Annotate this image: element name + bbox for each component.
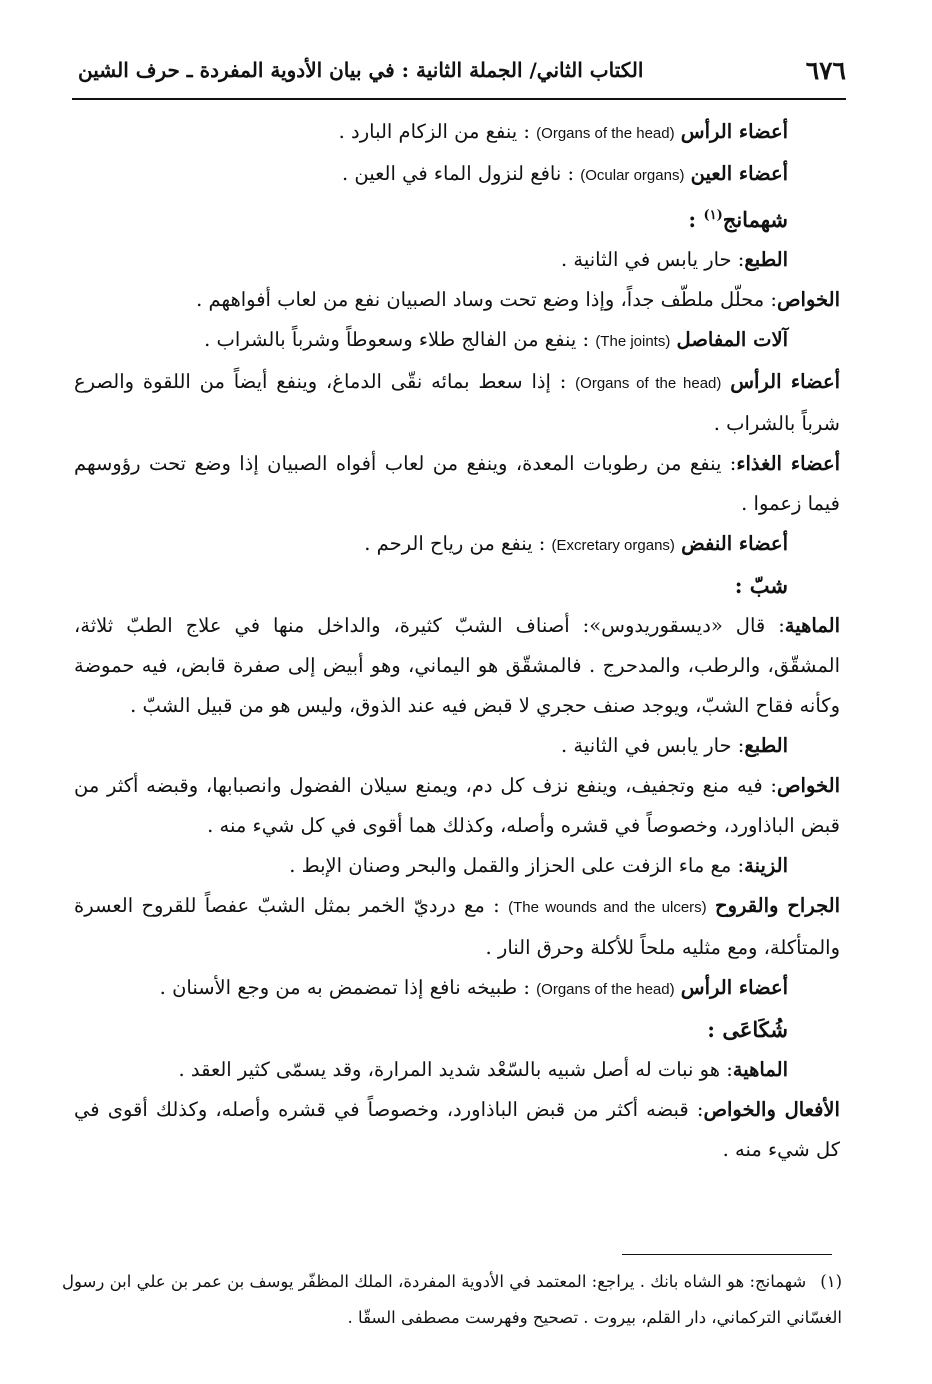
footnote: [62, 1264, 842, 1336]
header-rule: [72, 98, 846, 100]
footnote-rule: [622, 1254, 832, 1255]
drug-name: شهمانج: [722, 207, 788, 232]
entry-label: الطبع: [744, 734, 788, 757]
entry-paragraph: [74, 726, 840, 766]
entry-paragraph: [74, 846, 840, 886]
entry-text: : ينفع من الفالج طلاء وسعوطاً وشرباً بالشراب .: [204, 328, 590, 351]
entry-paragraph: [74, 444, 840, 524]
entry-latin: (Organs of the head): [536, 125, 675, 142]
entry-text: : فيه منع وتجفيف، وينفع نزف كل دم، ويمنع سيلان الفضول وانصبابها، وقبضه أكثر من قبض الباذاورد، وخصوصاً في قشره وأصله، وكذلك هما أقوى في كل شيء منه .: [74, 774, 840, 837]
entry-paragraph: [74, 154, 840, 196]
entry-paragraph: [74, 606, 840, 726]
drug-name: شبّ: [749, 573, 788, 598]
entry-label: الماهية: [784, 614, 840, 637]
entry-label: أعضاء الرأس: [730, 370, 841, 393]
entry-text: : إذا سعط بمائه نقّى الدماغ، وينفع أيضاً من اللقوة والصرع شرباً بالشراب .: [74, 370, 840, 435]
drug-name: شُكَاعَى: [722, 1017, 788, 1042]
entry-label: أعضاء النفض: [681, 532, 788, 555]
entry-text: : قبضه أكثر من قبض الباذاورد، وخصوصاً في قشره وأصله، وكذلك أقوى في كل شيء منه .: [74, 1098, 840, 1161]
entry-paragraph: [74, 1090, 840, 1170]
entry-label: أعضاء العين: [690, 162, 788, 185]
entry-label: آلات المفاصل: [676, 328, 788, 351]
entry-label: الطبع: [744, 248, 788, 271]
entry-latin: (The wounds and the ulcers): [508, 899, 707, 916]
entry-label: الأفعال والخواص: [703, 1098, 840, 1121]
entry-paragraph: [74, 362, 840, 444]
entry-text: : حار يابس في الثانية .: [561, 734, 745, 757]
page-header: [72, 50, 846, 94]
entry-text: : ينفع من رطوبات المعدة، وينفع من لعاب أفواه الصبيان إذا وضع تحت رؤوسهم فيما زعموا .: [74, 452, 840, 515]
heading-colon: :: [688, 207, 697, 232]
entry-text: : حار يابس في الثانية .: [561, 248, 745, 271]
drug-heading: [74, 1010, 840, 1050]
entry-latin: (The joints): [595, 333, 671, 350]
entry-text: : نافع لنزول الماء في العين .: [342, 162, 575, 185]
entry-latin: (Organs of the head): [536, 981, 675, 998]
entry-text: : محلّل ملطّف جداً، وإذا وضع تحت وساد الصبيان نفع من لعاب أفواههم .: [196, 288, 777, 311]
entry-text: : قال «ديسقوريدوس»: أصناف الشبّ كثيرة، والداخل منها في علاج الطبّ ثلاثة، المشقّق، والرطب، والمدحرج . فالمشقّق هو اليماني، وهو أبيض إلى صفرة قابض، فيه حموضة وكأنه فقاح الشبّ، ويوجد صنف حجري لا قبض فيه عند الذوق، وليس هو من قبيل الشبّ .: [74, 614, 840, 717]
entry-paragraph: [74, 280, 840, 320]
entry-paragraph: [74, 320, 840, 362]
footnote-text: شهمانج: هو الشاه بانك . يراجع: المعتمد في الأدوية المفردة، الملك المظفّر يوسف بن عمر بن علي ابن رسول الغسّاني التركماني، دار القلم، بيروت . تصحيح وفهرست مصطفى السقّا .: [62, 1272, 842, 1327]
entry-paragraph: [74, 240, 840, 280]
entry-label: أعضاء الغذاء: [736, 452, 840, 475]
entry-label: أعضاء الرأس: [680, 976, 788, 999]
entry-label: الماهية: [732, 1058, 788, 1081]
page-body: [74, 112, 840, 1170]
entry-paragraph: [74, 524, 840, 566]
drug-heading: [74, 566, 840, 606]
entry-label: الخواص: [776, 288, 840, 311]
entry-text: : مع ماء الزفت على الحزاز والقمل والبحر وصنان الإبط .: [289, 854, 745, 877]
footnote-paragraph: [62, 1264, 842, 1336]
entry-label: الخواص: [776, 774, 840, 797]
drug-heading: [74, 196, 840, 240]
heading-colon: :: [707, 1017, 716, 1042]
entry-latin: (Ocular organs): [580, 167, 685, 184]
entry-paragraph: [74, 112, 840, 154]
footnote-ref[interactable]: (١): [703, 208, 723, 223]
entry-paragraph: [74, 968, 840, 1010]
running-title: الكتاب الثاني/ الجملة الثانية : في بيان الأدوية المفردة ـ حرف الشين: [78, 58, 644, 82]
entry-label: الزينة: [744, 854, 788, 877]
entry-text: : مع درديّ الخمر بمثل الشبّ عفصاً للقروح العسرة والمتأكلة، ومع مثليه ملحاً للأكلة وحرق النار .: [74, 894, 840, 959]
entry-label: الجراح والقروح: [715, 894, 841, 917]
entry-text: : طبيخه نافع إذا تمضمض به من وجع الأسنان .: [159, 976, 530, 999]
footnote-number: (١): [820, 1272, 842, 1291]
entry-paragraph: [74, 766, 840, 846]
entry-latin: (Organs of the head): [575, 375, 722, 392]
page-number: ٦٧٦: [805, 56, 846, 85]
entry-label: أعضاء الرأس: [680, 120, 788, 143]
entry-text: : ينفع من الزكام البارد .: [338, 120, 530, 143]
entry-paragraph: [74, 1050, 840, 1090]
heading-colon: :: [734, 573, 743, 598]
entry-paragraph: [74, 886, 840, 968]
entry-text: : هو نبات له أصل شبيه بالسّعْد شديد المرارة، وقد يسمّى كثير العقد .: [178, 1058, 733, 1081]
entry-latin: (Excretary organs): [551, 537, 675, 554]
entry-text: : ينفع من رياح الرحم .: [364, 532, 546, 555]
